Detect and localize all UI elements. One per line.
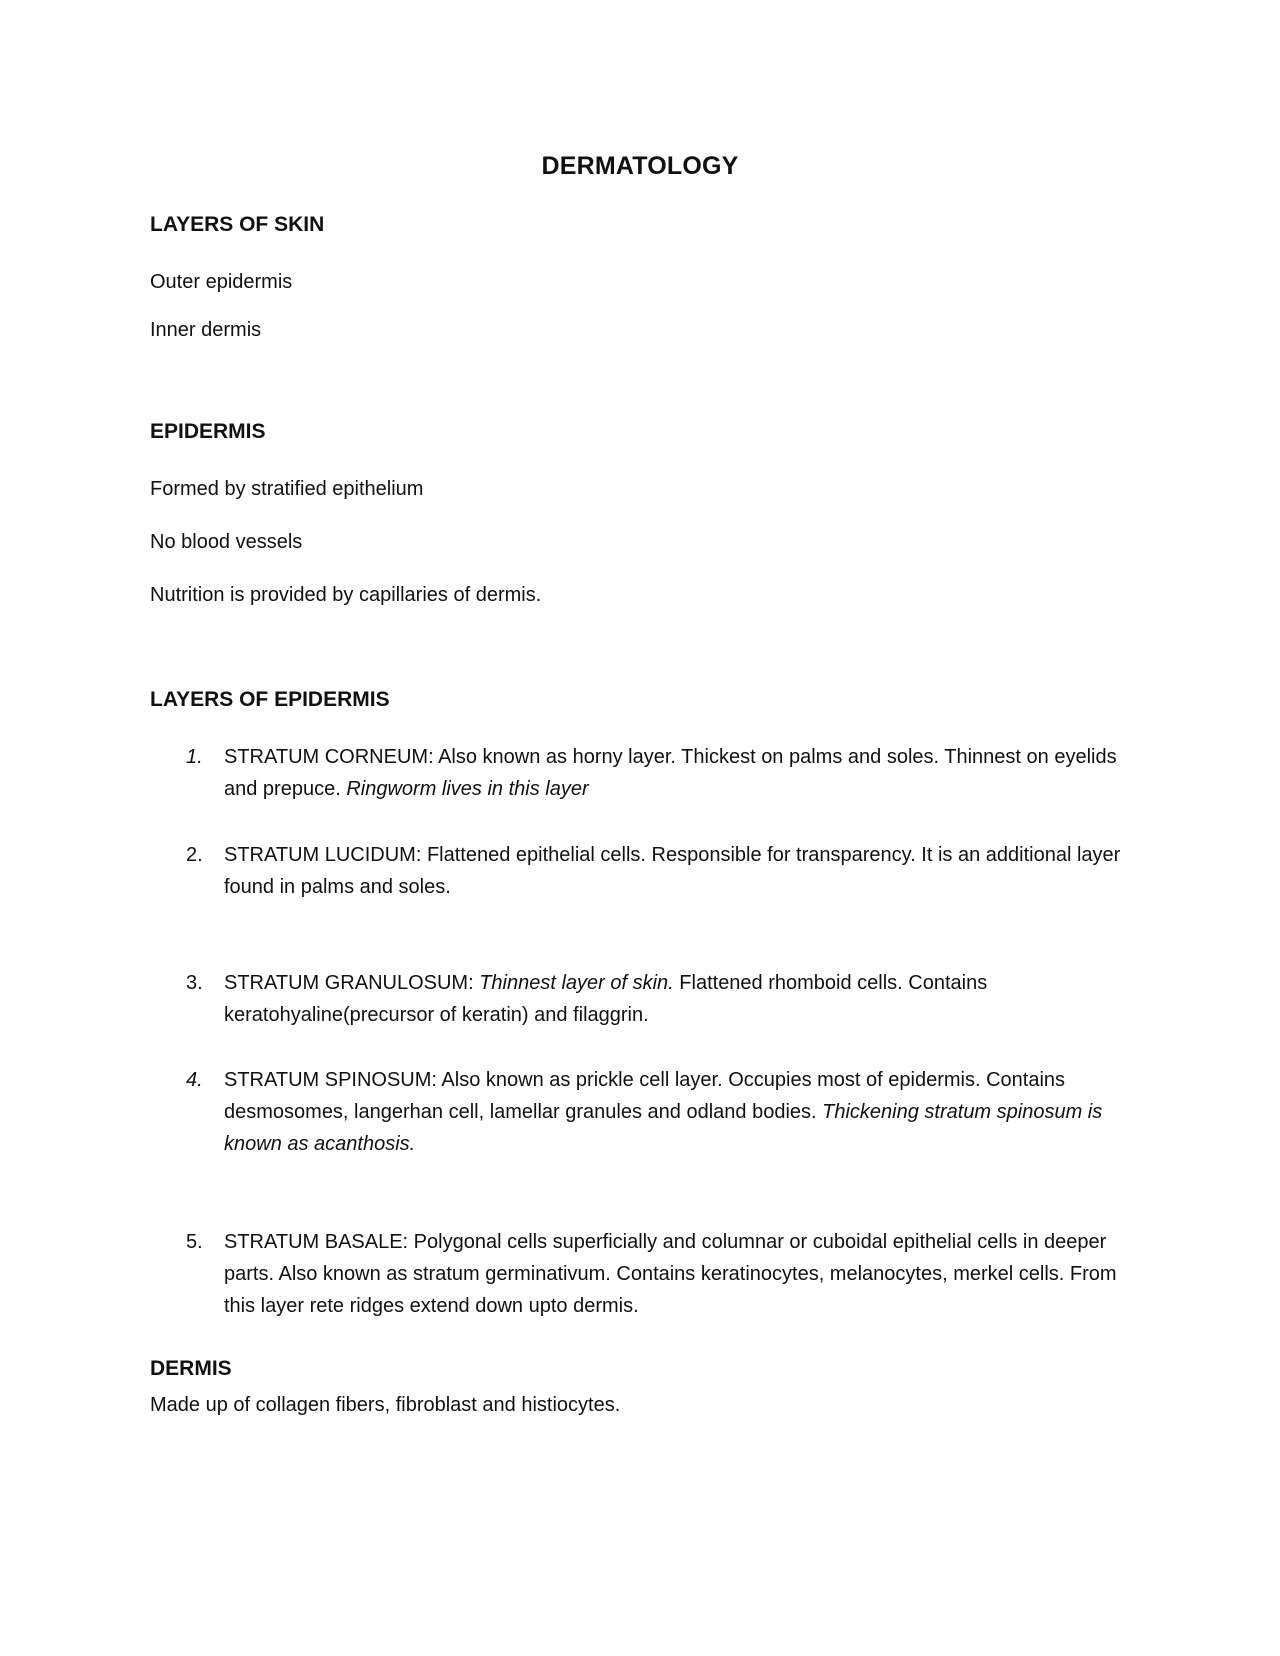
list-item-number: 5. [186, 1231, 203, 1253]
list-item-stratum-granulosum [224, 967, 1124, 1031]
paragraph-stratified-epithelium: Formed by stratified epithelium [150, 478, 424, 500]
list-item-number: 2. [186, 844, 203, 866]
list-item-text: STRATUM GRANULOSUM: [224, 972, 480, 994]
list-item-number: 3. [186, 972, 203, 994]
list-item-stratum-basale [224, 1226, 1124, 1322]
list-item-text: STRATUM SPINOSUM: Also known as prickle cell layer. Occupies most of epidermis. Contains desmosomes, langerhan cell, lamellar granules and odland bodies. [224, 1069, 1066, 1123]
list-item-number: 1. [186, 746, 203, 768]
list-item-stratum-spinosum [224, 1064, 1124, 1160]
section-heading-epidermis: EPIDERMIS [150, 420, 266, 443]
section-heading-layers-of-epidermis: LAYERS OF EPIDERMIS [150, 688, 390, 711]
list-item-number: 4. [186, 1069, 203, 1091]
paragraph-outer-epidermis: Outer epidermis [150, 271, 293, 293]
list-item-emphasis: Ringworm lives in this layer [346, 778, 589, 800]
list-item-text: STRATUM CORNEUM: Also known as horny layer. Thickest on palms and soles. Thinnest on eyelids and prepuce. [224, 746, 1117, 800]
section-heading-dermis: DERMIS [150, 1357, 232, 1380]
list-item-text: STRATUM LUCIDUM: Flattened epithelial cells. Responsible for transparency. It is an additional layer found in palms and soles. [224, 844, 1121, 898]
list-item-text: Flattened rhomboid cells. Contains keratohyaline(precursor of keratin) and filaggrin. [224, 972, 988, 1026]
list-item-text: STRATUM BASALE: Polygonal cells superficially and columnar or cuboidal epithelial cells in deeper parts. Also known as stratum germinativum. Contains keratinocytes, melanocytes, merkel cells. From this layer rete ridges extend down upto dermis. [224, 1231, 1117, 1317]
paragraph-no-blood-vessels: No blood vessels [150, 531, 303, 553]
paragraph-inner-dermis: Inner dermis [150, 319, 262, 341]
list-item-stratum-lucidum [224, 839, 1124, 903]
list-item-emphasis: Thickening stratum spinosum is known as acanthosis. [224, 1101, 1103, 1155]
paragraph-nutrition: Nutrition is provided by capillaries of dermis. [150, 584, 542, 606]
paragraph-dermis-composition: Made up of collagen fibers, fibroblast and histiocytes. [150, 1394, 621, 1416]
list-item-stratum-corneum [224, 741, 1124, 805]
section-heading-layers-of-skin: LAYERS OF SKIN [150, 213, 325, 236]
list-item-emphasis: Thinnest layer of skin. [479, 972, 674, 994]
page-title: DERMATOLOGY [541, 152, 739, 180]
